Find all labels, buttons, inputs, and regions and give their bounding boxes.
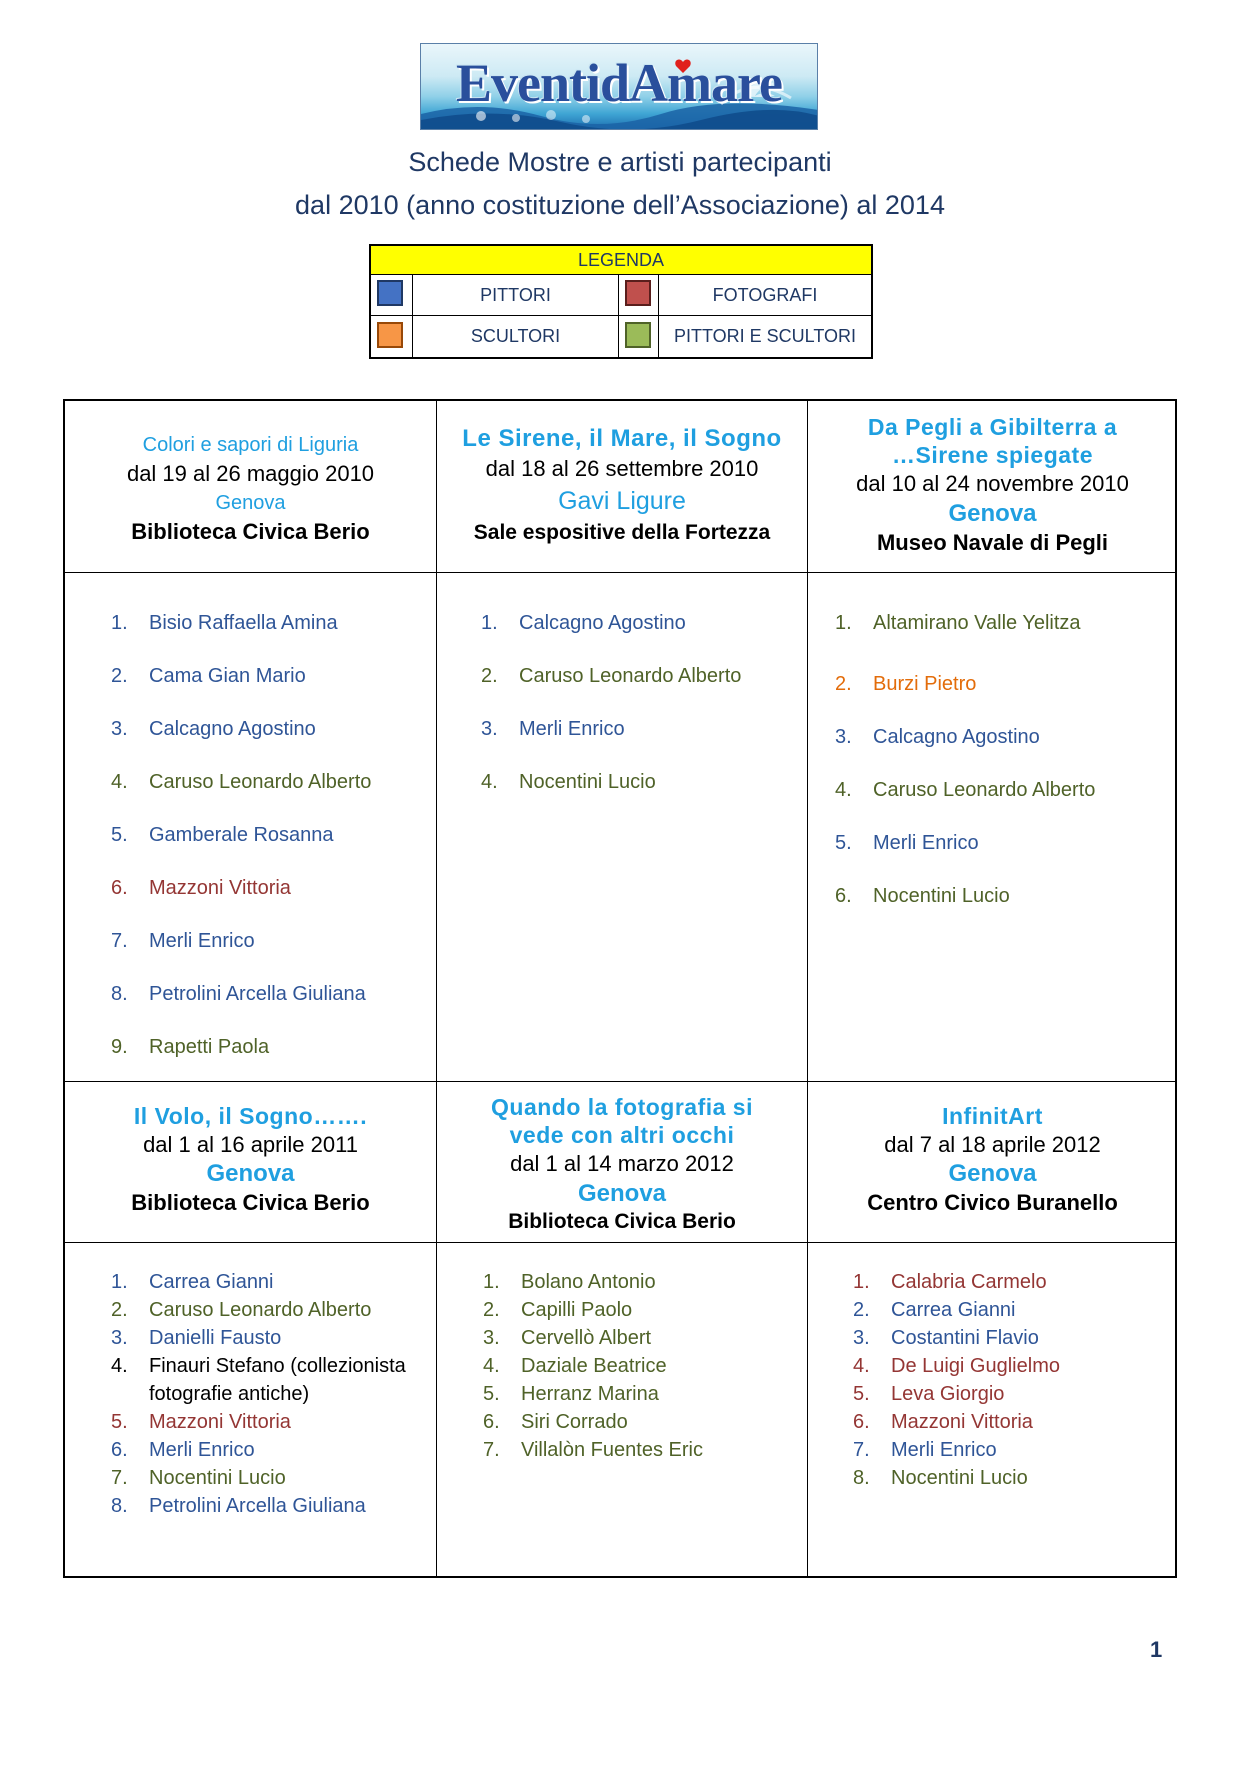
legend-label-pittori-e-scultori: PITTORI E SCULTORI	[673, 326, 857, 346]
artist-number: 3.	[483, 1327, 500, 1349]
artist-list-1	[111, 597, 371, 1074]
exhibition-city: Genova	[206, 1160, 295, 1187]
artist-name-line: fotografie antiche)	[149, 1383, 310, 1405]
exhibition-header-6	[808, 1101, 1177, 1217]
eventidamare-logo	[420, 43, 818, 130]
artist-list-6	[853, 1268, 1060, 1492]
legend-swatch-pittori	[377, 280, 403, 306]
artist-number: 2.	[483, 1299, 500, 1321]
artist-number: 5.	[111, 824, 128, 846]
artist-name: Merli Enrico	[149, 1439, 255, 1461]
exhibition-dates: dal 19 al 26 maggio 2010	[126, 461, 375, 486]
artist-name: Mazzoni Vittoria	[891, 1411, 1033, 1433]
exhibition-dates: dal 1 al 14 marzo 2012	[510, 1151, 734, 1176]
legend-swatch-pittori-e-scultori	[625, 322, 651, 348]
artist-number: 7.	[111, 930, 128, 952]
artist-list-item	[111, 1408, 406, 1436]
artist-number: 6.	[111, 1439, 128, 1461]
artist-number: 1.	[483, 1271, 500, 1293]
artist-number: 2.	[481, 665, 498, 687]
page-title-line-2: dal 2010 (anno costituzione dell’Associazione) al 2014	[295, 190, 945, 220]
artist-list-item	[111, 650, 371, 703]
exhibition-title: Le Sirene, il Mare, il Sogno	[462, 425, 782, 452]
artist-list-item	[483, 1324, 703, 1352]
artist-list-item	[483, 1436, 703, 1464]
artist-number: 5.	[483, 1383, 500, 1405]
artist-name: Capilli Paolo	[521, 1299, 633, 1321]
artist-list-item	[483, 1380, 703, 1408]
artist-number: 1.	[481, 612, 498, 634]
artist-list-item	[481, 650, 741, 703]
artist-list-item	[853, 1380, 1060, 1408]
artist-number: 6.	[483, 1411, 500, 1433]
artist-name: Carrea Gianni	[891, 1299, 1016, 1321]
artist-name: Bisio Raffaella Amina	[149, 612, 338, 634]
exhibition-title-line-1: Quando la fotografia si	[491, 1094, 753, 1120]
artist-name: Merli Enrico	[149, 930, 255, 952]
artist-name: Caruso Leonardo Alberto	[149, 771, 372, 793]
exhibition-venue: Museo Navale di Pegli	[876, 530, 1109, 555]
exhibition-title-line-1: Da Pegli a Gibilterra a	[867, 414, 1118, 440]
exhibition-dates: dal 18 al 26 settembre 2010	[485, 456, 759, 481]
artist-name: Danielli Fausto	[149, 1327, 282, 1349]
artist-number: 5.	[853, 1383, 870, 1405]
exhibition-header-3	[808, 413, 1177, 557]
artist-list-item	[835, 817, 1095, 870]
artist-name: Villalòn Fuentes Eric	[521, 1439, 703, 1461]
artist-name: Nocentini Lucio	[873, 885, 1010, 907]
artist-list-item	[835, 764, 1095, 817]
artist-list-item	[111, 1436, 406, 1464]
artist-number: 5.	[835, 832, 852, 854]
exhibition-city: Genova	[215, 492, 286, 514]
artist-name: Mazzoni Vittoria	[149, 877, 291, 899]
artist-name: Merli Enrico	[891, 1439, 997, 1461]
exhibition-venue: Sale espositive della Fortezza	[473, 521, 771, 544]
artist-list-item	[111, 703, 371, 756]
artist-number: 2.	[835, 673, 852, 695]
artist-number: 6.	[835, 885, 852, 907]
artist-number: 1.	[853, 1271, 870, 1293]
artist-list-item	[853, 1268, 1060, 1296]
artist-number: 8.	[853, 1467, 870, 1489]
artist-name: Nocentini Lucio	[891, 1467, 1028, 1489]
exhibition-city: Genova	[577, 1180, 667, 1207]
artist-name: Altamirano Valle Yelitza	[873, 612, 1081, 634]
artist-list-item	[111, 809, 371, 862]
artist-number: 1.	[111, 612, 128, 634]
page-title-line-1: Schede Mostre e artisti partecipanti	[408, 147, 832, 177]
exhibition-city: Genova	[948, 1160, 1037, 1187]
artist-name: Calcagno Agostino	[873, 726, 1040, 748]
artist-number: 5.	[111, 1411, 128, 1433]
artist-list-item	[111, 1021, 371, 1074]
exhibition-venue: Biblioteca Civica Berio	[131, 1190, 370, 1215]
legend-heading: LEGENDA	[371, 246, 871, 275]
exhibition-title: InfinitArt	[942, 1103, 1043, 1129]
exhibition-venue: Centro Civico Buranello	[867, 1190, 1118, 1215]
artist-number: 1.	[835, 612, 852, 634]
artist-list-item	[853, 1436, 1060, 1464]
artist-list-item	[111, 1492, 406, 1520]
artist-number: 3.	[853, 1327, 870, 1349]
artist-number: 4.	[853, 1355, 870, 1377]
exhibition-header-5	[437, 1093, 807, 1235]
legend-label-scultori: SCULTORI	[413, 316, 619, 357]
artist-list-item	[111, 968, 371, 1021]
exhibition-dates: dal 10 al 24 novembre 2010	[856, 471, 1129, 496]
artist-name: Calcagno Agostino	[519, 612, 686, 634]
artist-number: 4.	[483, 1355, 500, 1377]
artist-name: Rapetti Paola	[149, 1036, 270, 1058]
artist-name: Cama Gian Mario	[149, 665, 306, 687]
artist-name: Nocentini Lucio	[519, 771, 656, 793]
legend-label-fotografi: FOTOGRAFI	[659, 274, 871, 316]
exhibition-dates: dal 1 al 16 aprile 2011	[143, 1132, 358, 1157]
artist-list-item	[111, 915, 371, 968]
artist-name: Cervellò Albert	[521, 1327, 652, 1349]
legend-table	[369, 244, 873, 359]
artist-name: Burzi Pietro	[873, 673, 977, 695]
artist-list-item	[111, 1268, 406, 1296]
artist-number: 1.	[111, 1271, 128, 1293]
exhibition-city: Genova	[948, 500, 1037, 527]
artist-number: 7.	[483, 1439, 500, 1461]
artist-name: Calabria Carmelo	[891, 1271, 1047, 1293]
exhibition-city: Gavi Ligure	[558, 487, 686, 515]
artist-name: Mazzoni Vittoria	[149, 1411, 291, 1433]
exhibition-title: Il Volo, il Sogno…….	[133, 1103, 368, 1129]
artist-number: 7.	[111, 1467, 128, 1489]
artist-name: De Luigi Guglielmo	[891, 1355, 1060, 1377]
artist-number: 4.	[835, 779, 852, 801]
artist-list-item	[483, 1268, 703, 1296]
artist-list-item	[111, 1352, 406, 1408]
legend-label-pittori: PITTORI	[413, 274, 619, 316]
exhibition-dates: dal 7 al 18 aprile 2012	[884, 1132, 1101, 1157]
legend-swatch-cell-pittori	[371, 274, 413, 316]
exhibitions-table	[63, 399, 1177, 1578]
artist-number: 4.	[481, 771, 498, 793]
exhibition-title-line-2: vede con altri occhi	[509, 1122, 735, 1148]
artist-number: 2.	[111, 665, 128, 687]
legend-swatch-scultori	[377, 322, 403, 348]
artist-number: 4.	[111, 1355, 128, 1377]
artist-name: Siri Corrado	[521, 1411, 628, 1433]
artist-list-item	[853, 1296, 1060, 1324]
artist-number: 8.	[111, 983, 128, 1005]
artist-name: Caruso Leonardo Alberto	[149, 1299, 372, 1321]
exhibition-venue: Biblioteca Civica Berio	[131, 519, 370, 544]
legend-swatch-cell-scultori	[371, 316, 413, 357]
artist-name: Costantini Flavio	[891, 1327, 1039, 1349]
artist-list-item	[481, 756, 741, 809]
artist-number: 9.	[111, 1036, 128, 1058]
artist-list-item	[111, 597, 371, 650]
artist-number: 3.	[111, 1327, 128, 1349]
artist-list-item	[853, 1324, 1060, 1352]
artist-number: 7.	[853, 1439, 870, 1461]
artist-name: Petrolini Arcella Giuliana	[149, 1495, 366, 1517]
artist-list-item	[111, 756, 371, 809]
exhibition-venue: Biblioteca Civica Berio	[508, 1210, 736, 1233]
exhibition-header-2	[437, 423, 807, 547]
artist-name: Bolano Antonio	[521, 1271, 656, 1293]
artist-number: 3.	[835, 726, 852, 748]
artist-number: 8.	[111, 1495, 128, 1517]
artist-number: 6.	[111, 877, 128, 899]
exhibition-header-4	[65, 1101, 436, 1217]
artist-number: 3.	[481, 718, 498, 740]
artist-list-item	[853, 1464, 1060, 1492]
artist-name: Calcagno Agostino	[149, 718, 316, 740]
artist-name: Carrea Gianni	[149, 1271, 274, 1293]
artist-number: 4.	[111, 771, 128, 793]
artist-name: Caruso Leonardo Alberto	[873, 779, 1096, 801]
legend-swatch-fotografi	[625, 280, 651, 306]
page-number: 1	[1150, 1637, 1163, 1662]
exhibition-title: Colori e sapori di Liguria	[142, 434, 359, 456]
artist-list-item	[853, 1408, 1060, 1436]
artist-number: 6.	[853, 1411, 870, 1433]
exhibition-title-line-2: …Sirene spiegate	[891, 442, 1094, 468]
artist-name: Gamberale Rosanna	[149, 824, 334, 846]
logo-text: EventidAmare	[456, 53, 782, 113]
artist-list-item	[853, 1352, 1060, 1380]
artist-list-item	[483, 1296, 703, 1324]
artist-list-item	[481, 597, 741, 650]
artist-list-item	[835, 711, 1095, 764]
artist-name: Daziale Beatrice	[521, 1355, 667, 1377]
artist-name: Merli Enrico	[873, 832, 979, 854]
artist-list-item	[111, 1464, 406, 1492]
artist-name: Leva Giorgio	[891, 1383, 1005, 1405]
artist-list-item	[111, 862, 371, 915]
artist-number: 3.	[111, 718, 128, 740]
artist-list-item	[483, 1352, 703, 1380]
artist-list-item	[481, 703, 741, 756]
artist-name: Nocentini Lucio	[149, 1467, 286, 1489]
artist-name: Herranz Marina	[521, 1383, 659, 1405]
artist-number: 2.	[111, 1299, 128, 1321]
exhibition-header-1	[65, 431, 436, 547]
legend-swatch-cell-fotografi	[619, 274, 659, 316]
artist-list-4	[111, 1268, 406, 1520]
artist-name: Caruso Leonardo Alberto	[519, 665, 742, 687]
artist-list-item	[835, 658, 1095, 711]
artist-list-item	[835, 870, 1095, 923]
artist-list-item	[111, 1296, 406, 1324]
artist-name: Merli Enrico	[519, 718, 625, 740]
artist-list-item	[111, 1324, 406, 1352]
legend-swatch-cell-pittori-e-scultori	[619, 316, 659, 357]
artist-list-5	[483, 1268, 703, 1464]
artist-name: Petrolini Arcella Giuliana	[149, 983, 366, 1005]
artist-list-3	[835, 597, 1095, 923]
artist-name-line: Finauri Stefano (collezionista	[149, 1355, 406, 1377]
artist-number: 2.	[853, 1299, 870, 1321]
artist-list-item	[483, 1408, 703, 1436]
artist-list-2	[481, 597, 741, 809]
artist-list-item	[835, 597, 1095, 650]
